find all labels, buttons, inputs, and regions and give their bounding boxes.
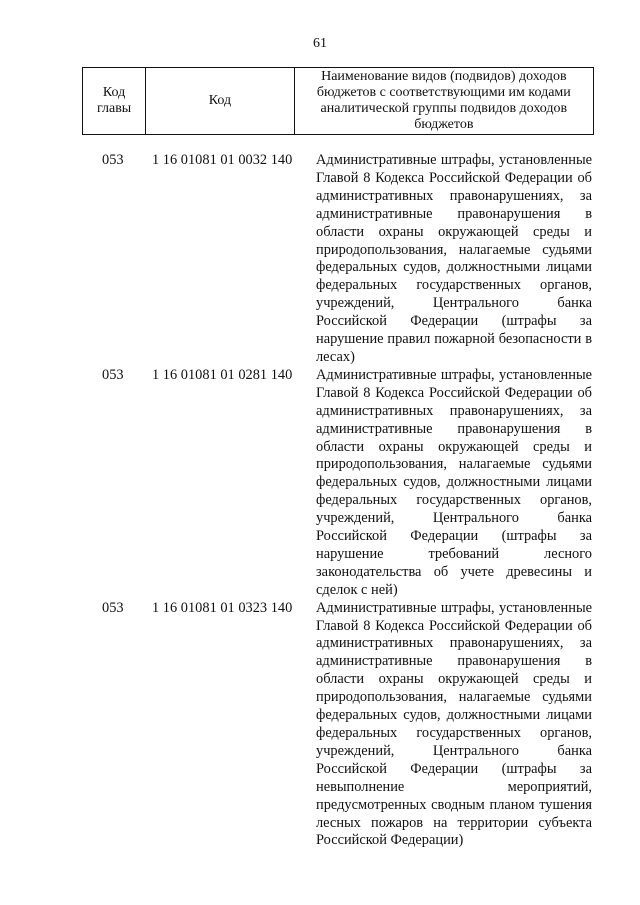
row-glava-code: 053: [102, 152, 124, 168]
description-line: административные правонарушения в: [316, 205, 592, 222]
description-line: Российской Федерации (штрафы за: [316, 528, 592, 545]
description-line: области охраны окружающей среды и: [316, 438, 592, 455]
description-line: области охраны окружающей среды и: [316, 223, 592, 240]
row-glava-code: 053: [102, 366, 124, 383]
description-line: учреждений, Центрального банка: [316, 742, 592, 759]
header-cell-name: Наименование видов (подвидов) доходов бюджетов с соответствующими им кодами аналитической группы подвидов доходов бюджетов: [294, 68, 593, 135]
header-cell-glava: Код главы: [83, 68, 146, 135]
description-line: сделок с ней): [316, 581, 398, 598]
description-line: природопользования, налагаемые судьями: [316, 241, 592, 258]
table-row: [82, 600, 594, 851]
description-line: федеральных судов, должностными лицами: [316, 259, 592, 276]
description-line: Главой 8 Кодекса Российской Федерации об: [316, 617, 592, 634]
row-description: [316, 367, 592, 600]
description-line: федеральных государственных органов,: [316, 277, 592, 294]
description-line: федеральных судов, должностными лицами: [316, 707, 592, 724]
description-line: природопользования, налагаемые судьями: [316, 456, 592, 473]
description-line: административных правонарушениях, за: [316, 402, 592, 419]
description-line: области охраны окружающей среды и: [316, 671, 592, 688]
description-line: учреждений, Центрального банка: [316, 295, 592, 312]
description-line: федеральных государственных органов,: [316, 725, 592, 741]
row-description: [316, 600, 592, 851]
table-header: [82, 67, 594, 135]
description-line: Российской Федерации (штрафы за: [316, 313, 592, 330]
description-line: Главой 8 Кодекса Российской Федерации об: [316, 169, 592, 186]
row-budget-code: 1 16 01081 01 0281 140: [152, 366, 293, 383]
description-line: лесах): [316, 348, 355, 365]
row-budget-code: 1 16 01081 01 0323 140: [152, 599, 293, 616]
row-description: [316, 152, 592, 367]
description-line: федеральных государственных органов,: [316, 492, 592, 509]
description-line: Административные штрафы, установленные: [316, 599, 592, 616]
row-budget-code: 1 16 01081 01 0032 140: [152, 152, 293, 168]
description-line: Российской Федерации (штрафы за: [316, 760, 592, 777]
description-line: административные правонарушения в: [316, 653, 592, 670]
description-line: административных правонарушениях, за: [316, 635, 592, 652]
description-line: Российской Федерации): [316, 832, 464, 849]
row-glava-code: 053: [102, 599, 124, 616]
description-line: административных правонарушениях, за: [316, 187, 592, 204]
description-line: федеральных судов, должностными лицами: [316, 474, 592, 491]
description-line: предусмотренных сводным планом тушения: [316, 796, 592, 813]
description-line: невыполнение мероприятий,: [316, 778, 592, 795]
table-body: [82, 152, 594, 850]
header-cell-kod: Код: [146, 68, 294, 135]
description-line: Административные штрафы, установленные: [316, 366, 592, 383]
description-line: учреждений, Центрального банка: [316, 510, 592, 527]
page-number: 61: [313, 36, 327, 51]
description-line: природопользования, налагаемые судьями: [316, 689, 592, 706]
description-line: Главой 8 Кодекса Российской Федерации об: [316, 384, 592, 401]
table-row: [82, 367, 594, 600]
description-line: законодательства об учете древесины и: [316, 563, 592, 580]
table-row: [82, 152, 594, 367]
description-line: нарушение правил пожарной безопасности в: [316, 331, 592, 348]
description-line: нарушение требований лесного: [316, 545, 592, 562]
description-line: лесных пожаров на территории субъекта: [316, 814, 592, 831]
description-line: административные правонарушения в: [316, 420, 592, 437]
description-line: Административные штрафы, установленные: [316, 152, 592, 168]
